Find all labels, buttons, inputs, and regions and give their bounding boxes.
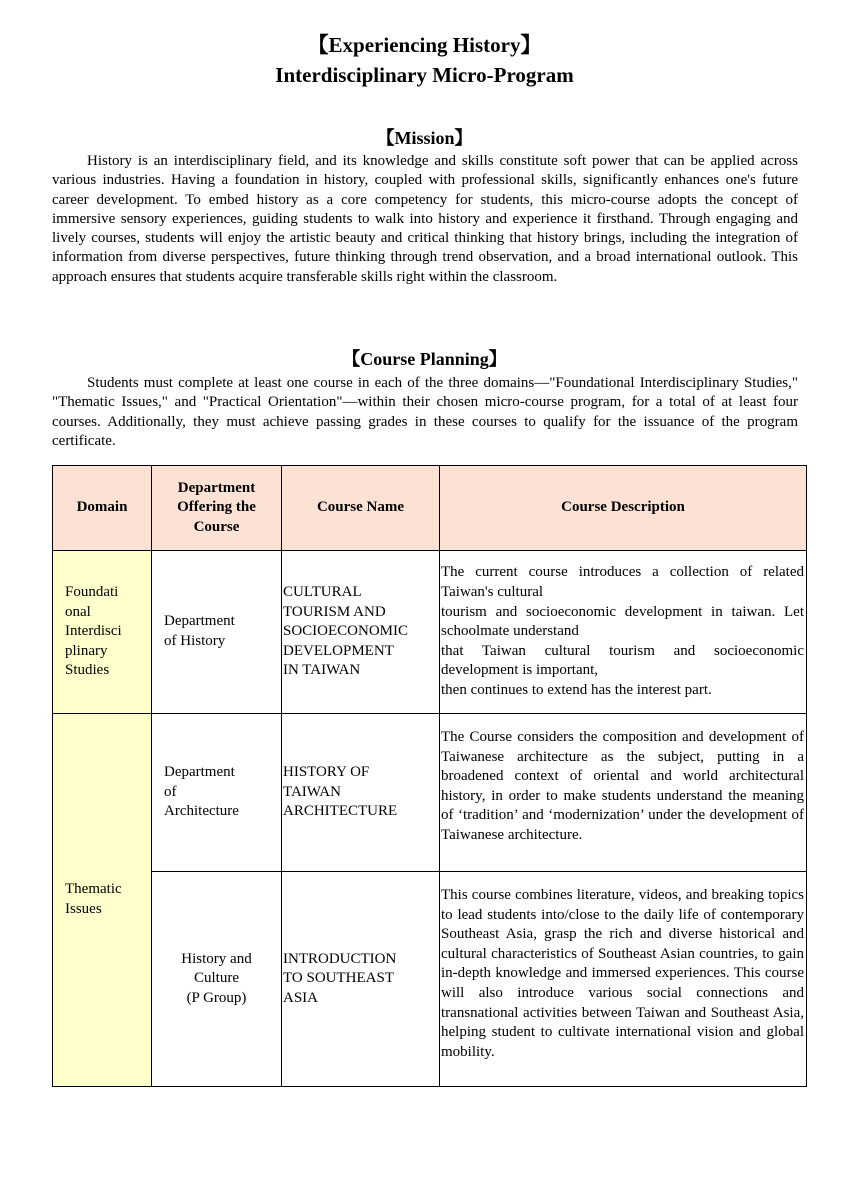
department-line: Department <box>164 613 235 630</box>
table-row <box>53 714 807 872</box>
document-title: 【Experiencing History】 <box>307 33 542 57</box>
department-line: Department <box>164 764 235 781</box>
course-name-line: ASIA <box>283 989 319 1006</box>
course-name-cell <box>282 551 440 714</box>
column-header-description: Course Description <box>440 466 807 551</box>
course-description-cell <box>440 551 807 714</box>
department-line: (P Group) <box>186 989 247 1006</box>
course-name-cell <box>282 872 440 1087</box>
column-header-course-name: Course Name <box>282 466 440 551</box>
description-text: This course combines literature, videos, and breaking topics to lead students into/close to the daily life of contemporary Southeast Asia, grasp the rich and diverse historical and cultural characteristics of Southeast Asian countries, to gain in-depth knowledge and immersed experiences. This course will also introduce various social connections and transnational activities between Taiwan and Southeast Asia, helping student to cultivate international vision and global mobility. <box>441 887 804 1060</box>
description-text: The Course considers the composition and development of Taiwanese architecture as the subject, putting in a broadened context of oriental and world architectural history, in order to make students understand the meaning of ‘tradition’ and ‘modernization’ under the development of Taiwanese architecture. <box>441 729 804 843</box>
domain-cell-thematic <box>53 714 152 1087</box>
department-cell <box>152 551 282 714</box>
department-line: Architecture <box>164 803 239 820</box>
course-name-line: TAIWAN <box>283 783 341 800</box>
table-header-row <box>53 466 807 551</box>
document-subtitle: Interdisciplinary Micro-Program <box>275 63 574 87</box>
course-name-cell <box>282 714 440 872</box>
course-name-line: TO SOUTHEAST <box>283 970 394 987</box>
column-header-department-line: Offering the <box>177 499 256 516</box>
table-row <box>53 551 807 714</box>
table-row <box>53 872 807 1087</box>
domain-line: Foundati <box>65 584 119 601</box>
course-name-line: INTRODUCTION <box>283 950 397 967</box>
domain-line: plinary <box>65 642 108 659</box>
department-line: of History <box>164 633 226 649</box>
course-description-cell <box>440 872 807 1087</box>
column-header-department <box>152 466 282 551</box>
description-line: that Taiwan cultural tourism and socioeconomic development is important, <box>441 642 804 679</box>
department-line: Culture <box>194 970 239 987</box>
domain-line: Issues <box>65 901 102 917</box>
course-name-line: IN TAIWAN <box>283 662 361 679</box>
column-header-department-line: Department <box>177 479 256 496</box>
description-line: tourism and socioeconomic development in taiwan. Let schoolmate understand <box>441 603 804 640</box>
description-line: then continues to extend has the interest part. <box>441 681 712 698</box>
description-line: The current course introduces a collection of related Taiwan's cultural <box>441 564 804 601</box>
course-planning-heading: 【Course Planning】 <box>342 349 507 369</box>
course-description-cell <box>440 714 807 872</box>
course-name-line: SOCIOECONOMIC <box>283 623 409 640</box>
domain-line: Interdisci <box>65 623 122 640</box>
domain-line: Studies <box>65 662 110 679</box>
column-header-department-line: Course <box>193 518 240 535</box>
course-planning-paragraph: Students must complete at least one course in each of the three domains—"Foundational Interdisciplinary Studies," "Thematic Issues," and "Practical Orientation"—within their chosen micro-course program, for a total of at least four courses. Additionally, they must achieve passing grades in these courses to qualify for the issuance of the program certificate. <box>52 375 798 449</box>
course-name-line: ARCHITECTURE <box>283 803 398 820</box>
domain-line: onal <box>65 603 91 620</box>
department-line: History and <box>181 950 252 967</box>
department-line: of <box>164 783 177 800</box>
course-name-line: TOURISM AND <box>283 603 386 620</box>
course-name-line: CULTURAL <box>283 584 362 601</box>
course-table <box>52 465 807 1087</box>
column-header-domain: Domain <box>53 466 152 551</box>
domain-line: Thematic <box>65 881 122 898</box>
course-name-line: DEVELOPMENT <box>283 642 394 659</box>
department-cell <box>152 714 282 872</box>
mission-heading: 【Mission】 <box>376 128 473 148</box>
department-cell <box>152 872 282 1087</box>
domain-cell-foundational <box>53 551 152 714</box>
course-name-line: HISTORY OF <box>283 764 370 781</box>
mission-paragraph: History is an interdisciplinary field, and its knowledge and skills constitute soft power that can be applied across various industries. Having a foundation in history, coupled with professional skills, significantly enhances one's future career development. To embed history as a core competency for students, this micro-course adopts the concept of immersive sensory experiences, guiding students to walk into history and experience it firsthand. Through engaging and lively courses, students will enjoy the artistic beauty and critical thinking that history brings, including the integration of information from diverse perspectives, future thinking through trend observation, and a broad international outlook. This approach ensures that students acquire transferable skills right within the classroom. <box>52 153 798 285</box>
